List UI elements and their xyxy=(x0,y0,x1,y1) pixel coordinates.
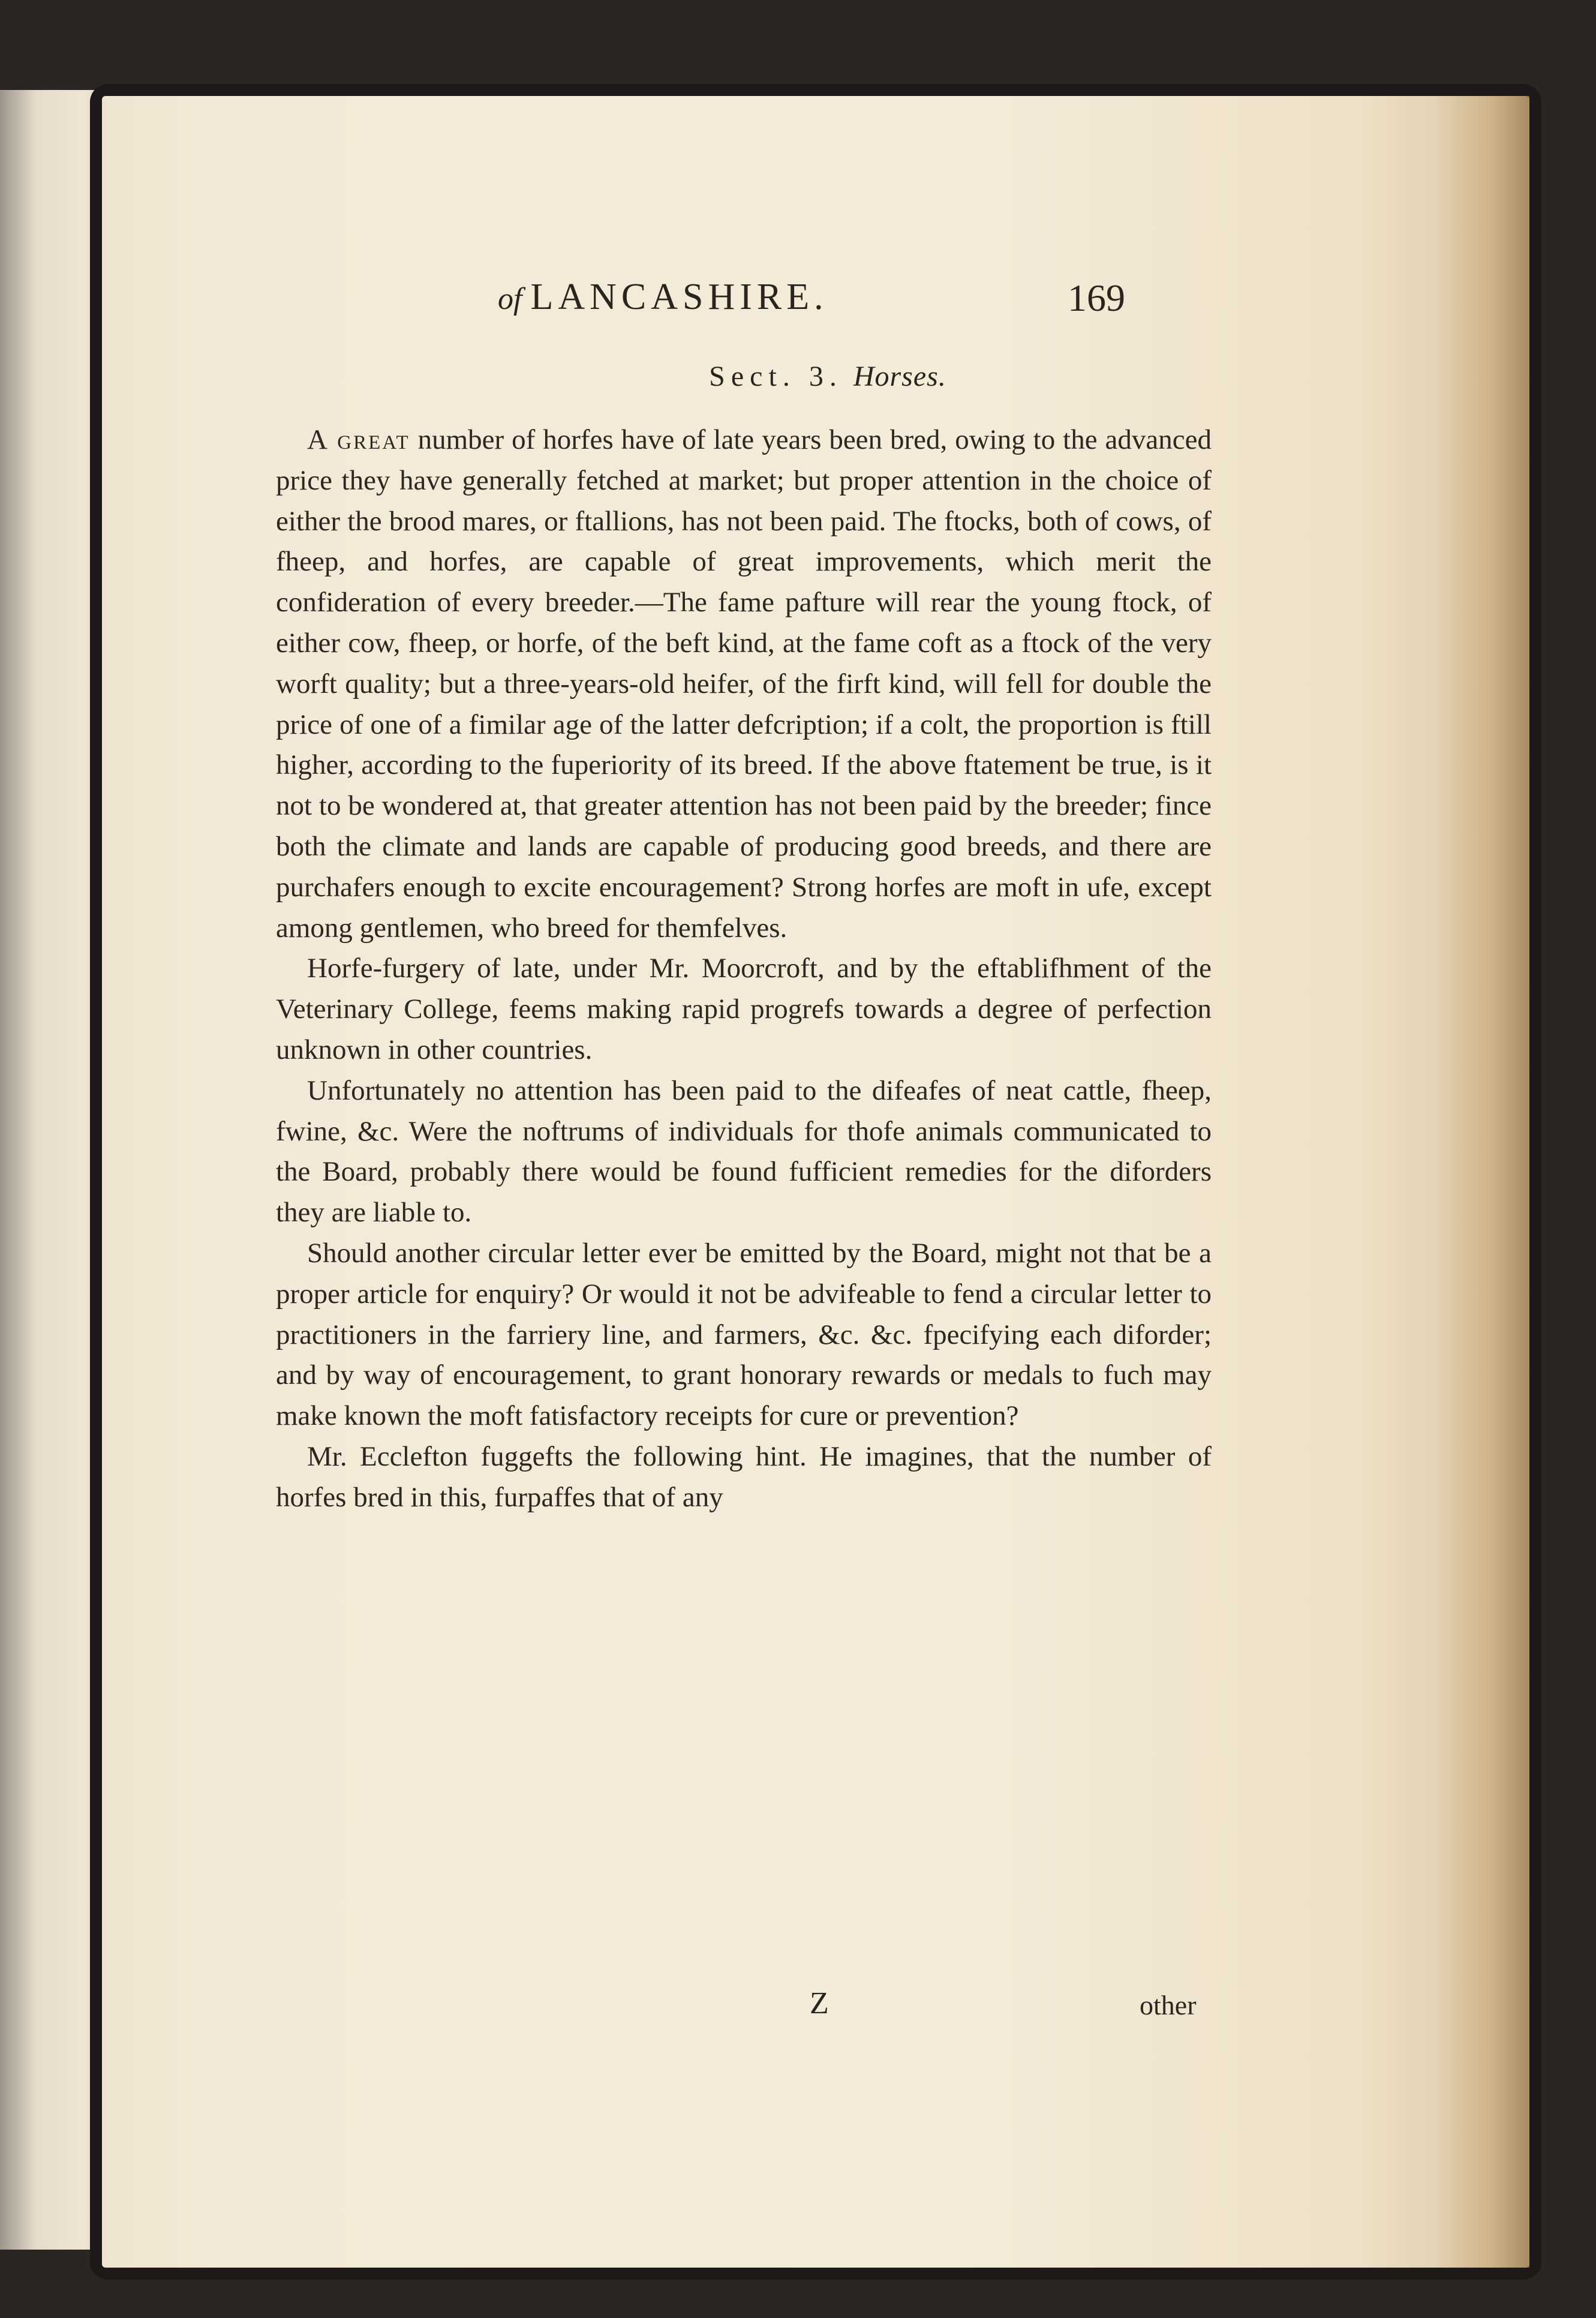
section-title: Horses. xyxy=(853,361,946,392)
paragraph-2: Horfe-furgery of late, under Mr. Moorcroft, and by the eftablifhment of the Veterinary College, feems making rapid progrefs towards a degree of perfection unknown in other countries. xyxy=(276,953,1212,1065)
running-head xyxy=(102,276,1529,336)
running-head-prefix: of xyxy=(498,282,522,316)
page-number: 169 xyxy=(1068,277,1125,319)
section-label: Sect. 3. xyxy=(709,361,843,392)
paragraph-1-text: number of horfes have of late years been bred, owing to the advanced price they have generally fetched at market; but proper attention in the choice of either the brood mares, or ftallions, has not been paid. The ftocks, both of cows, of fheep, and horfes, are capable of great improvements, which merit the confideration of every breeder.—The fame pafture will rear the young ftock, of either cow, fheep, or horfe, of the beft kind, at the fame coft as a ftock of the very worft quality; but a three-years-old heifer, of the firft kind, will fell for double the price of one of a fimilar age of the latter defcription; if a colt, the proportion is ftill higher, according to the fuperiority of its breed. If the above ftatement be true, is it not to be wondered at, that greater attention has not been paid by the breeder; fince both the climate and lands are capable of producing good breeds, and there are purchafers enough to excite encouragement? Strong horfes are moft in ufe, except among gentlemen, who breed for themfelves. xyxy=(276,424,1212,944)
section-heading xyxy=(102,360,1529,393)
paragraph-1 xyxy=(276,420,1212,948)
paragraph-4: Should another circular letter ever be emitted by the Board, might not that be a proper article for enquiry? Or would it not be advifeable to fend a circular letter to practitioners in the farriery line, and farmers, &c. &c. fpecifying each diforder; and by way of encouragement, to grant honorary rewards or medals to fuch may make known the moft fatisfactory receipts for cure or prevention? xyxy=(276,1237,1212,1432)
body-text xyxy=(276,420,1212,1518)
page-edge-foxing xyxy=(1433,96,1529,2268)
running-head-county: LANCASHIRE. xyxy=(530,277,828,317)
running-head-title xyxy=(498,276,1038,319)
book-page xyxy=(102,96,1529,2268)
paragraph-3: Unfortunately no attention has been paid to the difeafes of neat cattle, fheep, fwine, &c. Were the noftrums of individuals for thofe animals communicated to the Board, probably there would be found fufficient remedies for the diforders they are liable to. xyxy=(276,1074,1212,1229)
catchword: other xyxy=(1140,1990,1197,2020)
paragraph-5: Mr. Ecclefton fuggefts the following hint. He imagines, that the number of horfes bred in this, furpaffes that of any xyxy=(276,1440,1212,1513)
signature-mark: Z xyxy=(810,1986,829,2020)
paragraph-1-lead: A great xyxy=(307,424,410,455)
